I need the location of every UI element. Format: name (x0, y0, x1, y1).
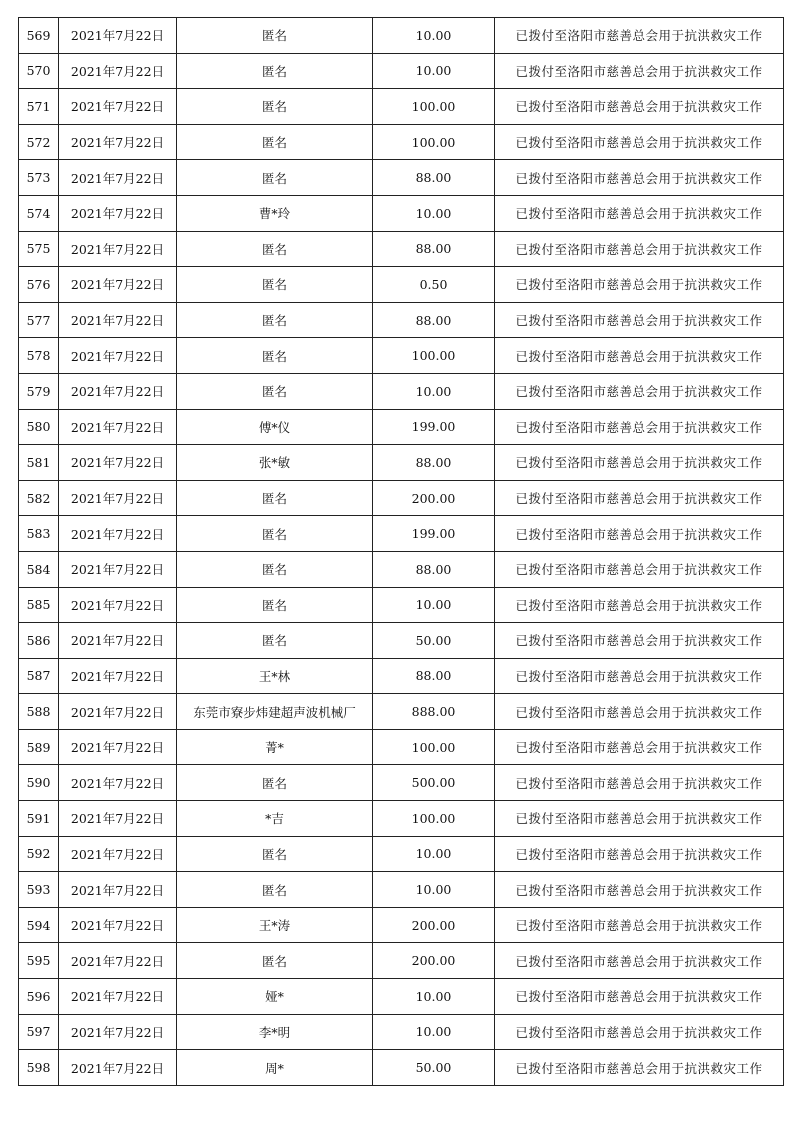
donation-date: 2021年7月22日 (59, 836, 177, 872)
disbursement-note: 已拨付至洛阳市慈善总会用于抗洪救灾工作 (495, 979, 784, 1015)
donor-name: 傅*仪 (177, 409, 373, 445)
donation-amount: 50.00 (373, 623, 495, 659)
table-row (19, 516, 784, 552)
row-number: 585 (19, 587, 59, 623)
donor-name: 匿名 (177, 160, 373, 196)
donation-amount: 88.00 (373, 302, 495, 338)
donor-name: 匿名 (177, 124, 373, 160)
disbursement-note: 已拨付至洛阳市慈善总会用于抗洪救灾工作 (495, 1014, 784, 1050)
donation-date: 2021年7月22日 (59, 729, 177, 765)
disbursement-note: 已拨付至洛阳市慈善总会用于抗洪救灾工作 (495, 373, 784, 409)
donation-amount: 199.00 (373, 409, 495, 445)
table-row (19, 801, 784, 837)
donation-amount: 10.00 (373, 836, 495, 872)
table-row (19, 765, 784, 801)
table-row (19, 18, 784, 54)
donation-amount: 100.00 (373, 89, 495, 125)
donation-amount: 100.00 (373, 801, 495, 837)
donation-date: 2021年7月22日 (59, 1050, 177, 1086)
row-number: 580 (19, 409, 59, 445)
disbursement-note: 已拨付至洛阳市慈善总会用于抗洪救灾工作 (495, 623, 784, 659)
disbursement-note: 已拨付至洛阳市慈善总会用于抗洪救灾工作 (495, 516, 784, 552)
disbursement-note: 已拨付至洛阳市慈善总会用于抗洪救灾工作 (495, 801, 784, 837)
donor-name: 匿名 (177, 89, 373, 125)
row-number: 589 (19, 729, 59, 765)
donor-name: 曹*玲 (177, 195, 373, 231)
row-number: 590 (19, 765, 59, 801)
donation-date: 2021年7月22日 (59, 445, 177, 481)
donation-amount: 10.00 (373, 587, 495, 623)
donation-date: 2021年7月22日 (59, 872, 177, 908)
donation-amount: 100.00 (373, 338, 495, 374)
table-row (19, 1050, 784, 1086)
donor-name: 东莞市寮步炜建超声波机械厂 (177, 694, 373, 730)
row-number: 571 (19, 89, 59, 125)
donor-name: 匿名 (177, 267, 373, 303)
donation-date: 2021年7月22日 (59, 231, 177, 267)
row-number: 573 (19, 160, 59, 196)
donor-name: 匿名 (177, 516, 373, 552)
donation-amount: 100.00 (373, 124, 495, 160)
donation-amount: 10.00 (373, 195, 495, 231)
donor-name: 匿名 (177, 872, 373, 908)
donor-name: 王*林 (177, 658, 373, 694)
donor-name: 匿名 (177, 302, 373, 338)
row-number: 578 (19, 338, 59, 374)
disbursement-note: 已拨付至洛阳市慈善总会用于抗洪救灾工作 (495, 551, 784, 587)
row-number: 581 (19, 445, 59, 481)
disbursement-note: 已拨付至洛阳市慈善总会用于抗洪救灾工作 (495, 338, 784, 374)
row-number: 583 (19, 516, 59, 552)
row-number: 577 (19, 302, 59, 338)
donation-date: 2021年7月22日 (59, 694, 177, 730)
row-number: 570 (19, 53, 59, 89)
donation-date: 2021年7月22日 (59, 480, 177, 516)
donation-date: 2021年7月22日 (59, 765, 177, 801)
donation-amount: 88.00 (373, 231, 495, 267)
row-number: 576 (19, 267, 59, 303)
disbursement-note: 已拨付至洛阳市慈善总会用于抗洪救灾工作 (495, 943, 784, 979)
disbursement-note: 已拨付至洛阳市慈善总会用于抗洪救灾工作 (495, 872, 784, 908)
donation-date: 2021年7月22日 (59, 409, 177, 445)
row-number: 593 (19, 872, 59, 908)
donation-amount: 88.00 (373, 551, 495, 587)
table-row (19, 1014, 784, 1050)
donor-name: 匿名 (177, 18, 373, 54)
table-row (19, 836, 784, 872)
donation-date: 2021年7月22日 (59, 623, 177, 659)
donor-name: 匿名 (177, 623, 373, 659)
donor-name: 匿名 (177, 480, 373, 516)
disbursement-note: 已拨付至洛阳市慈善总会用于抗洪救灾工作 (495, 18, 784, 54)
donation-amount: 10.00 (373, 979, 495, 1015)
table-row (19, 623, 784, 659)
row-number: 595 (19, 943, 59, 979)
donation-amount: 88.00 (373, 160, 495, 196)
table-row (19, 373, 784, 409)
row-number: 569 (19, 18, 59, 54)
row-number: 574 (19, 195, 59, 231)
disbursement-note: 已拨付至洛阳市慈善总会用于抗洪救灾工作 (495, 765, 784, 801)
table-row (19, 445, 784, 481)
donation-amount: 88.00 (373, 658, 495, 694)
donation-amount: 500.00 (373, 765, 495, 801)
donation-date: 2021年7月22日 (59, 979, 177, 1015)
donation-table-body (19, 18, 784, 1086)
donation-date: 2021年7月22日 (59, 338, 177, 374)
table-row (19, 160, 784, 196)
donation-amount: 10.00 (373, 53, 495, 89)
donor-name: 周* (177, 1050, 373, 1086)
table-row (19, 480, 784, 516)
donor-name: 李*明 (177, 1014, 373, 1050)
donor-name: 匿名 (177, 943, 373, 979)
table-row (19, 872, 784, 908)
table-row (19, 53, 784, 89)
donation-date: 2021年7月22日 (59, 195, 177, 231)
donation-amount: 0.50 (373, 267, 495, 303)
table-row (19, 195, 784, 231)
row-number: 591 (19, 801, 59, 837)
disbursement-note: 已拨付至洛阳市慈善总会用于抗洪救灾工作 (495, 658, 784, 694)
donation-amount: 888.00 (373, 694, 495, 730)
disbursement-note: 已拨付至洛阳市慈善总会用于抗洪救灾工作 (495, 267, 784, 303)
donation-date: 2021年7月22日 (59, 160, 177, 196)
donation-amount: 100.00 (373, 729, 495, 765)
table-row (19, 124, 784, 160)
donor-name: 菁* (177, 729, 373, 765)
table-row (19, 551, 784, 587)
disbursement-note: 已拨付至洛阳市慈善总会用于抗洪救灾工作 (495, 124, 784, 160)
donation-date: 2021年7月22日 (59, 53, 177, 89)
table-row (19, 907, 784, 943)
donor-name: 匿名 (177, 338, 373, 374)
row-number: 586 (19, 623, 59, 659)
disbursement-note: 已拨付至洛阳市慈善总会用于抗洪救灾工作 (495, 89, 784, 125)
donor-name: 匿名 (177, 765, 373, 801)
donation-amount: 200.00 (373, 943, 495, 979)
donor-name: *吉 (177, 801, 373, 837)
row-number: 584 (19, 551, 59, 587)
donation-date: 2021年7月22日 (59, 551, 177, 587)
donation-date: 2021年7月22日 (59, 124, 177, 160)
disbursement-note: 已拨付至洛阳市慈善总会用于抗洪救灾工作 (495, 587, 784, 623)
table-row (19, 587, 784, 623)
disbursement-note: 已拨付至洛阳市慈善总会用于抗洪救灾工作 (495, 729, 784, 765)
donation-date: 2021年7月22日 (59, 89, 177, 125)
disbursement-note: 已拨付至洛阳市慈善总会用于抗洪救灾工作 (495, 409, 784, 445)
table-row (19, 231, 784, 267)
donation-date: 2021年7月22日 (59, 373, 177, 409)
donation-date: 2021年7月22日 (59, 907, 177, 943)
row-number: 592 (19, 836, 59, 872)
donation-date: 2021年7月22日 (59, 587, 177, 623)
row-number: 572 (19, 124, 59, 160)
donor-name: 匿名 (177, 231, 373, 267)
table-row (19, 979, 784, 1015)
disbursement-note: 已拨付至洛阳市慈善总会用于抗洪救灾工作 (495, 836, 784, 872)
row-number: 582 (19, 480, 59, 516)
donor-name: 娅* (177, 979, 373, 1015)
donation-amount: 50.00 (373, 1050, 495, 1086)
donation-amount: 10.00 (373, 373, 495, 409)
row-number: 587 (19, 658, 59, 694)
row-number: 596 (19, 979, 59, 1015)
donation-table (18, 17, 784, 1086)
table-row (19, 89, 784, 125)
disbursement-note: 已拨付至洛阳市慈善总会用于抗洪救灾工作 (495, 302, 784, 338)
table-row (19, 729, 784, 765)
row-number: 579 (19, 373, 59, 409)
donation-date: 2021年7月22日 (59, 516, 177, 552)
donation-date: 2021年7月22日 (59, 943, 177, 979)
disbursement-note: 已拨付至洛阳市慈善总会用于抗洪救灾工作 (495, 1050, 784, 1086)
table-row (19, 302, 784, 338)
donation-date: 2021年7月22日 (59, 801, 177, 837)
row-number: 598 (19, 1050, 59, 1086)
table-row (19, 338, 784, 374)
donation-amount: 88.00 (373, 445, 495, 481)
donation-date: 2021年7月22日 (59, 1014, 177, 1050)
table-row (19, 409, 784, 445)
donation-date: 2021年7月22日 (59, 658, 177, 694)
disbursement-note: 已拨付至洛阳市慈善总会用于抗洪救灾工作 (495, 907, 784, 943)
donor-name: 张*敏 (177, 445, 373, 481)
donation-date: 2021年7月22日 (59, 302, 177, 338)
donation-amount: 10.00 (373, 872, 495, 908)
donor-name: 匿名 (177, 53, 373, 89)
donation-date: 2021年7月22日 (59, 18, 177, 54)
disbursement-note: 已拨付至洛阳市慈善总会用于抗洪救灾工作 (495, 480, 784, 516)
table-row (19, 658, 784, 694)
donation-amount: 10.00 (373, 1014, 495, 1050)
disbursement-note: 已拨付至洛阳市慈善总会用于抗洪救灾工作 (495, 160, 784, 196)
donation-amount: 199.00 (373, 516, 495, 552)
disbursement-note: 已拨付至洛阳市慈善总会用于抗洪救灾工作 (495, 694, 784, 730)
table-row (19, 267, 784, 303)
disbursement-note: 已拨付至洛阳市慈善总会用于抗洪救灾工作 (495, 445, 784, 481)
disbursement-note: 已拨付至洛阳市慈善总会用于抗洪救灾工作 (495, 231, 784, 267)
donor-name: 匿名 (177, 373, 373, 409)
disbursement-note: 已拨付至洛阳市慈善总会用于抗洪救灾工作 (495, 195, 784, 231)
donation-date: 2021年7月22日 (59, 267, 177, 303)
donor-name: 匿名 (177, 836, 373, 872)
donor-name: 匿名 (177, 587, 373, 623)
row-number: 575 (19, 231, 59, 267)
row-number: 594 (19, 907, 59, 943)
donation-amount: 200.00 (373, 480, 495, 516)
row-number: 597 (19, 1014, 59, 1050)
table-row (19, 943, 784, 979)
donor-name: 匿名 (177, 551, 373, 587)
disbursement-note: 已拨付至洛阳市慈善总会用于抗洪救灾工作 (495, 53, 784, 89)
row-number: 588 (19, 694, 59, 730)
donation-amount: 200.00 (373, 907, 495, 943)
donation-amount: 10.00 (373, 18, 495, 54)
table-row (19, 694, 784, 730)
donor-name: 王*涛 (177, 907, 373, 943)
